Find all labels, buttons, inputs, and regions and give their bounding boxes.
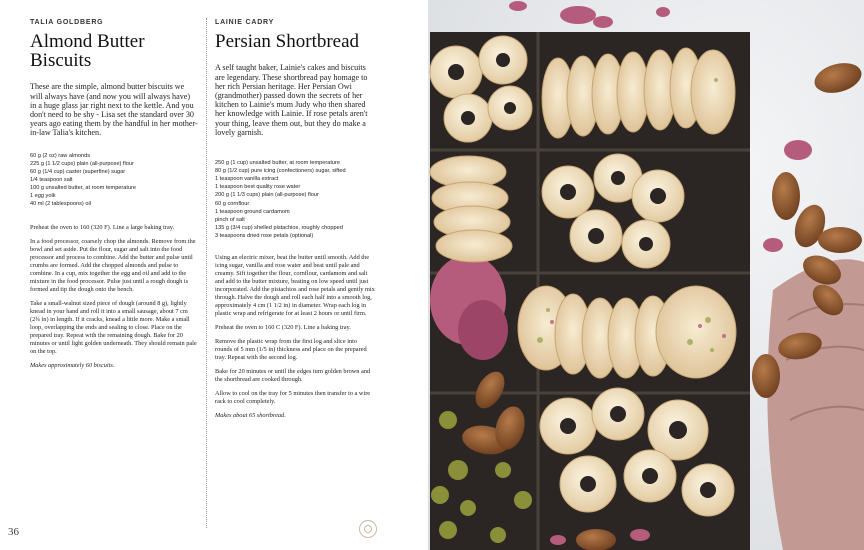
recipe-intro: These are the simple, almond butter biscuits we will always have (and now you will always have) in a huge glass jar right next to the kettle. And you don't need to be shy - Lisa set the standard over 30 years ago eating them by the handful in her mother- in-law Talia's kitchen. <box>30 82 198 138</box>
method-step: Bake for 20 minutes or until the edges turn golden brown and the shortbread are cooked through. <box>215 367 371 383</box>
column-divider <box>206 18 207 528</box>
recipe-yield: Makes approximately 60 biscuits. <box>30 362 115 370</box>
ingredient-list <box>215 159 375 240</box>
ingredient-list <box>30 152 198 209</box>
ingredient: 225 g (1 1/2 cups) plain (all-purpose) flour <box>30 160 134 167</box>
photo-illustration <box>428 0 864 550</box>
method-step: Take a small-walnut sized piece of dough (around 8 g), lightly knead in your hand and roll it into a small sausage, about 7 cm (2¾ in) in length. If it cracks, knead a little more. Make a small loop, overlapping the ends and sealing to close. Place on the prepared tray. Repeat with the remaining dough. Bake for 20 minutes or until light golden underneath. They should remain pale on the top. <box>30 300 197 356</box>
method-step: Preheat the oven to 160 C (320 F). Line a baking tray. <box>215 323 351 331</box>
ingredient: 60 g (2 oz) raw almonds <box>30 152 91 159</box>
ingredient: 1/4 teaspoon salt <box>30 176 73 183</box>
ingredient: 135 g (3/4 cup) shelled pistachios, roughly chopped <box>215 224 343 231</box>
ingredient: 40 ml (2 tablespoons) oil <box>30 201 91 208</box>
recipe-title <box>30 32 198 70</box>
cookie-tray-photo <box>428 0 864 550</box>
ingredient: 1 egg yolk <box>30 193 56 200</box>
recipe-title: Persian Shortbread <box>215 31 360 53</box>
title-line-1: Almond Butter <box>30 31 145 53</box>
recipe-yield: Makes about 65 shortbread. <box>215 411 286 419</box>
publisher-emblem-icon <box>359 520 377 538</box>
ingredient: 1 teaspoon best quality rose water <box>215 184 301 191</box>
method <box>30 224 198 370</box>
recipe-almond-butter-biscuits <box>30 0 198 376</box>
method-step: Remove the plastic wrap from the first log and slice into rounds of 5 mm (1/5 in) thickness and place on the prepared tray. Repeat with the second log. <box>215 337 367 361</box>
ingredient: pinch of salt <box>215 216 245 223</box>
recipe-persian-shortbread <box>215 0 375 426</box>
ingredient: 100 g unsalted butter, at room temperature <box>30 185 137 191</box>
method-step: Using an electric mixer, beat the butter until smooth. Add the icing sugar, vanilla and rose water and beat until pale and creamy. Sift together the flour, cornflour, cardamom and salt and add to the butter mixture, beating on low speed until just incorporated. Add the pistachios and rose petals and gently mix through. Halve the dough and roll each half into a smooth log, approximately 4 cm (1 1/2 in) in diameter. Wrap each log in plastic wrap and refrigerate for at least 2 hours or until firm. <box>215 253 375 317</box>
title-line-2: Biscuits <box>30 50 92 72</box>
method-step: In a food processor, coarsely chop the almonds. Remove from the bowl and set aside. Put the flour, sugar and salt into the food processor and process to combine. Add the butter and pulse until crumbs are formed. Add the chopped almonds and pulse to combine. In a cup, mix together the egg and oil and add to the mixture in the food processor. Pulse just until a rough dough is formed and tip the dough onto the bench. <box>30 238 196 294</box>
method-step: Allow to cool on the tray for 5 minutes then transfer to a wire rack to cool completely. <box>215 389 371 405</box>
author-name: LAINIE CADRY <box>215 19 275 26</box>
ingredient: 60 g cornflour <box>215 200 250 207</box>
method-step: Preheat the oven to 160 (320 F). Line a large baking tray. <box>30 224 175 232</box>
ingredient: 1 teaspoon vanilla extract <box>215 176 279 183</box>
ingredient: 200 g (1 1/3 cups) plain (all-purpose) flour <box>215 192 319 199</box>
method <box>215 254 375 420</box>
ingredient: 3 teaspoons dried rose petals (optional) <box>215 232 314 239</box>
page-number: 36 <box>8 526 19 538</box>
recipe-intro: A self taught baker, Lainie's cakes and biscuits are legendary. These shortbread pay homage to her rich Persian heritage. Her Persian Owi (grandmother) passed down the secrets of her kitchen to Lainie's mum Judy who then shared her knowledge with Lainie. If rose petals aren't your thing, leave them out, but they do make a lovely garnish. <box>215 63 368 137</box>
ingredient: 250 g (1 cup) unsalted butter, at room temperature <box>215 160 340 167</box>
author-name: TALIA GOLDBERG <box>30 19 104 26</box>
ingredient: 1 teaspoon ground cardamom <box>215 208 290 215</box>
ingredient: 80 g (1/2 cup) pure icing (confectioners) sugar, sifted <box>215 168 346 175</box>
ingredient: 60 g (1/4 cup) caster (superfine) sugar <box>30 168 126 175</box>
